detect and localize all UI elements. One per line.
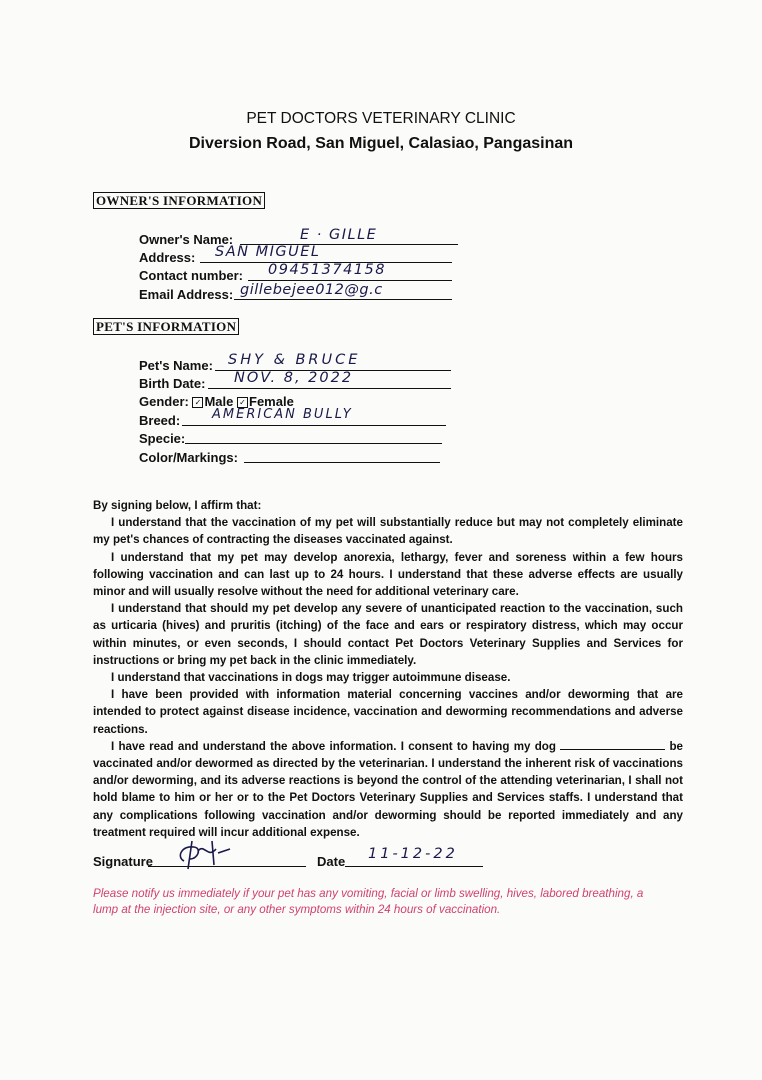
specie-label: Specie: bbox=[139, 431, 186, 446]
birth-date-value[interactable]: NOV. 8, 2022 bbox=[234, 370, 354, 386]
color-markings-line[interactable] bbox=[244, 462, 440, 463]
contact-number-line bbox=[248, 280, 452, 281]
color-markings-label: Color/Markings: bbox=[139, 450, 238, 465]
consent-text bbox=[93, 497, 683, 841]
email-value[interactable]: gillebejee012@g.c bbox=[240, 282, 383, 298]
consent-intro: By signing below, I affirm that: bbox=[93, 499, 262, 512]
post-vaccination-notice: Please notify us immediately if your pet has any vomiting, facial or limb swelling, hives, labored breathing, a lump at the injection site, or any other symptoms within 24 hours of vaccination. bbox=[93, 887, 644, 916]
male-label: Male bbox=[204, 394, 234, 409]
handwritten-signature bbox=[172, 835, 242, 871]
consent-paragraph-5: I have been provided with information material concerning vaccines and/or deworming that are intended to protect against disease incidence, vaccination and deworming recommendations and adverse reactions. bbox=[93, 688, 683, 736]
owner-name-value[interactable]: E · GILLE bbox=[300, 227, 378, 243]
signature-label: Signature bbox=[93, 854, 153, 869]
date-label: Date bbox=[317, 854, 346, 869]
specie-line[interactable] bbox=[185, 443, 442, 444]
female-checkbox[interactable]: ✓ bbox=[237, 397, 248, 408]
owner-name-label: Owner's Name: bbox=[139, 232, 234, 247]
birth-date-label: Birth Date: bbox=[139, 376, 206, 391]
consent-paragraph-4: I understand that vaccinations in dogs may trigger autoimmune disease. bbox=[111, 671, 511, 685]
consent-p6-end: be vaccinated and/or dewormed as directed by the veterinarian. I understand the inherent risk of vaccinations and/or deworming, and its adverse reactions is beyond the control of the attending veterinarian, I shall not hold blame to him or her or to the Pet Doctors Veterinary Supplies and Services staffs. I understand that any complications following vaccination and/or deworming should be reported immediately and any treatment required will incur additional expense. bbox=[93, 739, 683, 839]
owner-address-label: Address: bbox=[139, 250, 196, 265]
female-label: Female bbox=[249, 394, 294, 409]
breed-label: Breed: bbox=[139, 413, 181, 428]
consent-paragraph-3: I understand that should my pet develop any severe of unanticipated reaction to the vaccination, such as urticaria (hives) and pruritis (itching) of the face and ears or respiratory distress, which may occur within minutes, or even seconds, I should contact Pet Doctors Veterinary Supplies and Services for instructions or bring my pet back in the clinic immediately. bbox=[93, 602, 683, 667]
consent-paragraph-2: I understand that my pet may develop anorexia, lethargy, fever and soreness within a few hours following vaccination and can last up to 24 hours. I understand that these adverse effects are usually minor and will usually resolve without the need for additional veterinary care. bbox=[93, 550, 683, 599]
birth-date-line bbox=[208, 388, 451, 389]
owner-section-heading: OWNER'S INFORMATION bbox=[93, 192, 265, 209]
breed-value[interactable]: AMERICAN BULLY bbox=[212, 407, 353, 422]
owner-address-value[interactable]: SAN MIGUEL bbox=[215, 244, 321, 260]
email-label: Email Address: bbox=[139, 287, 234, 302]
consent-paragraph-6 bbox=[93, 738, 683, 841]
pet-section-heading: PET'S INFORMATION bbox=[93, 318, 239, 335]
contact-number-value[interactable]: 09451374158 bbox=[268, 262, 386, 278]
date-line[interactable] bbox=[345, 866, 483, 867]
clinic-name: PET DOCTORS VETERINARY CLINIC bbox=[246, 110, 516, 127]
consent-paragraph-1: I understand that the vaccination of my pet will substantially reduce but may not completely eliminate my pet's chances of contracting the diseases vaccinated against. bbox=[93, 516, 683, 547]
gender-label: Gender: bbox=[139, 394, 189, 409]
contact-number-label: Contact number: bbox=[139, 268, 243, 283]
pet-name-value[interactable]: SHY & BRUCE bbox=[228, 352, 361, 368]
email-line bbox=[234, 299, 452, 300]
consent-p6-start: I have read and understand the above information. I consent to having my dog bbox=[111, 739, 556, 753]
breed-line bbox=[182, 425, 446, 426]
pet-name-label: Pet's Name: bbox=[139, 358, 213, 373]
dog-name-blank[interactable] bbox=[560, 739, 665, 750]
clinic-address: Diversion Road, San Miguel, Calasiao, Pangasinan bbox=[188, 135, 574, 152]
date-value: 11-12-22 bbox=[368, 846, 458, 862]
male-checkbox[interactable]: ✓ bbox=[192, 397, 203, 408]
